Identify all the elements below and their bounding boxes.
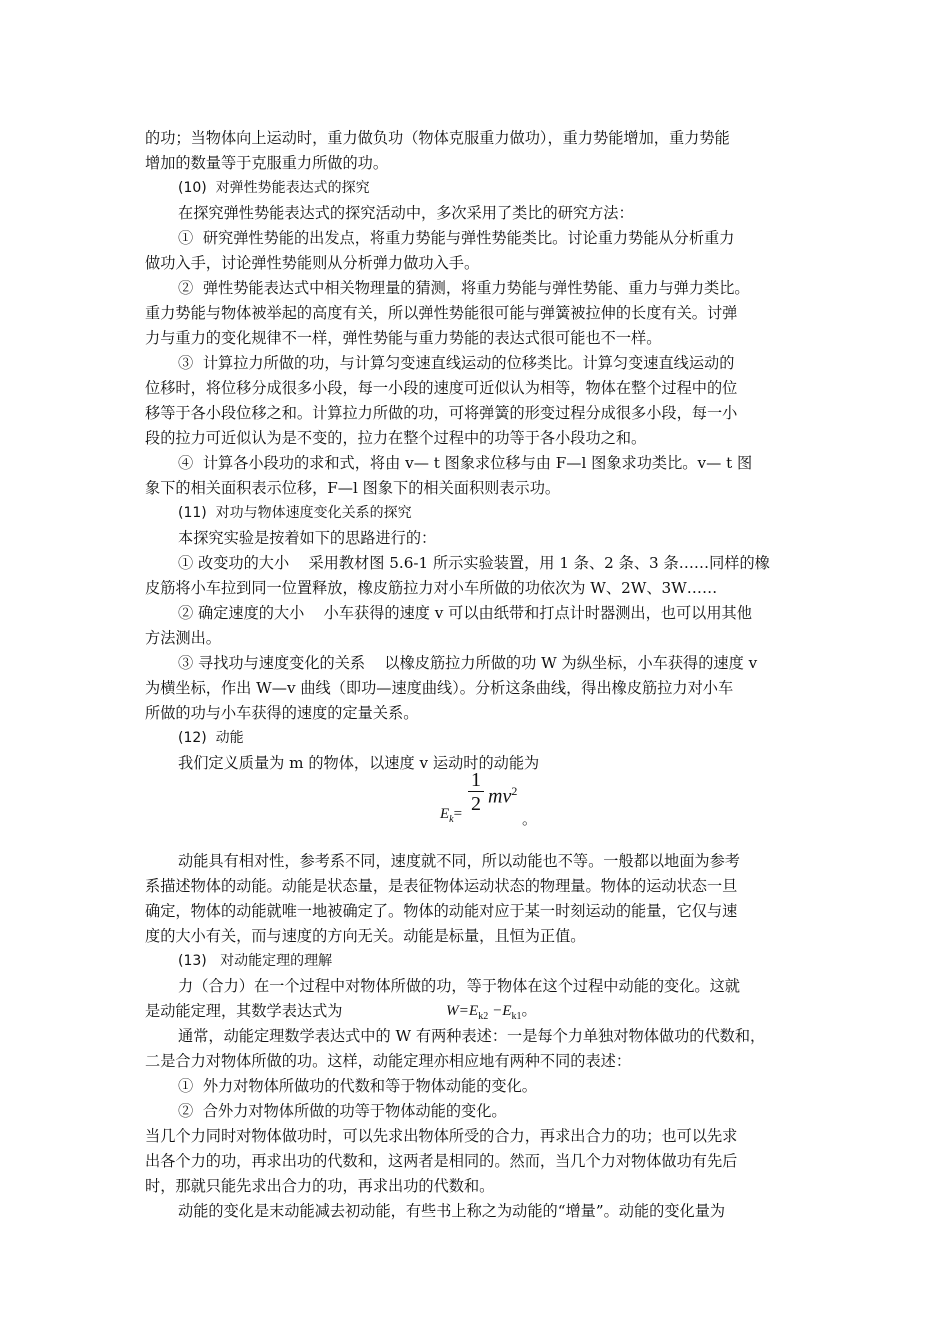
text-line: 是动能定理，其数学表达式为 (145, 1002, 343, 1020)
text-line: (12) 动能 (178, 730, 244, 746)
text-line: 移等于各小段位移之和。计算拉力所做的功，可将弹簧的形变过程分成很多小段，每一小 (145, 404, 738, 422)
text-line: 增加的数量等于克服重力所做的功。 (145, 154, 388, 172)
text-line: 为横坐标，作出 W—v 曲线（即功—速度曲线）。分析这条曲线，得出橡皮筋拉力对小车 (145, 679, 734, 697)
formula-fraction: 1 2 (468, 770, 484, 815)
text-line: 段的拉力可近似认为是不变的，拉力在整个过程中的功等于各小段功之和。 (145, 429, 647, 447)
text-line: (11) 对功与物体速度变化关系的探究 (178, 505, 412, 521)
work-energy-formula: $W=E_{k2} -E_{k1}$。 (446, 1002, 537, 1023)
text-line: ④ 计算各小段功的求和式，将由 v— t 图象求位移与由 F—l 图象求功类比。v— t 图 (178, 454, 753, 472)
text-line: 系描述物体的动能。动能是状态量，是表征物体运动状态的物理量。物体的运动状态一旦 (145, 877, 738, 895)
text-line: 皮筋将小车拉到同一位置释放，橡皮筋拉力对小车所做的功依次为 W、2W、3W…… (145, 579, 718, 597)
text-line: ③ 寻找功与速度变化的关系 以橡皮筋拉力所做的功 W 为纵坐标，小车获得的速度 v (178, 654, 758, 672)
text-line: 确定，物体的动能就唯一地被确定了。物体的动能对应于某一时刻运动的能量，它仅与速 (145, 902, 738, 920)
text-line: 动能具有相对性，参考系不同，速度就不同，所以动能也不等。一般都以地面为参考 (178, 852, 740, 870)
text-line: 本探究实验是按着如下的思路进行的： (178, 529, 437, 547)
text-line: 的功；当物体向上运动时，重力做负功（物体克服重力做功），重力势能增加，重力势能 (145, 129, 730, 147)
text-line: ② 合外力对物体所做的功等于物体动能的变化。 (178, 1102, 507, 1120)
text-line: 我们定义质量为 m 的物体，以速度 v 运动时的动能为 (178, 754, 540, 772)
text-line: 力与重力的变化规律不一样，弹性势能与重力势能的表达式很可能也不一样。 (145, 329, 662, 347)
text-line: 二是合力对物体所做的功。这样，动能定理亦相应地有两种不同的表述： (145, 1052, 631, 1070)
text-line: ① 外力对物体所做功的代数和等于物体动能的变化。 (178, 1077, 537, 1095)
text-line: ② 弹性势能表达式中相关物理量的猜测，将重力势能与弹性势能、重力与弹力类比。 (178, 279, 750, 297)
text-line: ① 改变功的大小 采用教材图 5.6-1 所示实验装置，用 1 条、2 条、3 条……同样的橡 (178, 554, 770, 572)
text-line: 通常，动能定理数学表达式中的 W 有两种表述：一是每个力单独对物体做功的代数和， (178, 1027, 766, 1045)
text-line: 出各个力的功，再求出功的代数和，这两者是相同的。然而，当几个力对物体做功有先后 (145, 1152, 738, 1170)
text-line: (10) 对弹性势能表达式的探究 (178, 180, 370, 196)
text-line: 动能的变化是末动能减去初动能，有些书上称之为动能的“增量”。动能的变化量为 (178, 1202, 726, 1220)
text-line: 象下的相关面积表示位移，F—l 图象下的相关面积则表示功。 (145, 479, 561, 497)
text-line: 当几个力同时对物体做功时，可以先求出物体所受的合力，再求出合力的功；也可以先求 (145, 1127, 738, 1145)
text-line: 力（合力）在一个过程中对物体所做的功，等于物体在这个过程中动能的变化。这就 (178, 977, 740, 995)
text-line: 在探究弹性势能表达式的探究活动中，多次采用了类比的研究方法： (178, 204, 634, 222)
text-line: 重力势能与物体被举起的高度有关，所以弹性势能很可能与弹簧被拉伸的长度有关。讨弹 (145, 304, 738, 322)
text-line: 度的大小有关，而与速度的方向无关。动能是标量，且恒为正值。 (145, 927, 586, 945)
text-line: 所做的功与小车获得的速度的定量关系。 (145, 704, 419, 722)
formula-lhs: $E_k=$ (440, 806, 463, 825)
text-line: 时，那就只能先求出合力的功，再求出功的代数和。 (145, 1177, 495, 1195)
text-line: (13) 对动能定理的理解 (178, 953, 333, 969)
formula-body: $mv^2$ (488, 784, 518, 808)
text-line: 方法测出。 (145, 629, 221, 647)
kinetic-energy-formula (440, 770, 580, 830)
text-line: 位移时，将位移分成很多小段，每一小段的速度可近似认为相等，物体在整个过程中的位 (145, 379, 738, 397)
formula-end: 。 (522, 812, 538, 828)
text-line: ② 确定速度的大小 小车获得的速度 v 可以由纸带和打点计时器测出，也可以用其他 (178, 604, 752, 622)
text-line: 做功入手，讨论弹性势能则从分析弹力做功入手。 (145, 254, 480, 272)
text-line: ① 研究弹性势能的出发点，将重力势能与弹性势能类比。讨论重力势能从分析重力 (178, 229, 735, 247)
text-line: ③ 计算拉力所做的功，与计算匀变速直线运动的位移类比。计算匀变速直线运动的 (178, 354, 735, 372)
